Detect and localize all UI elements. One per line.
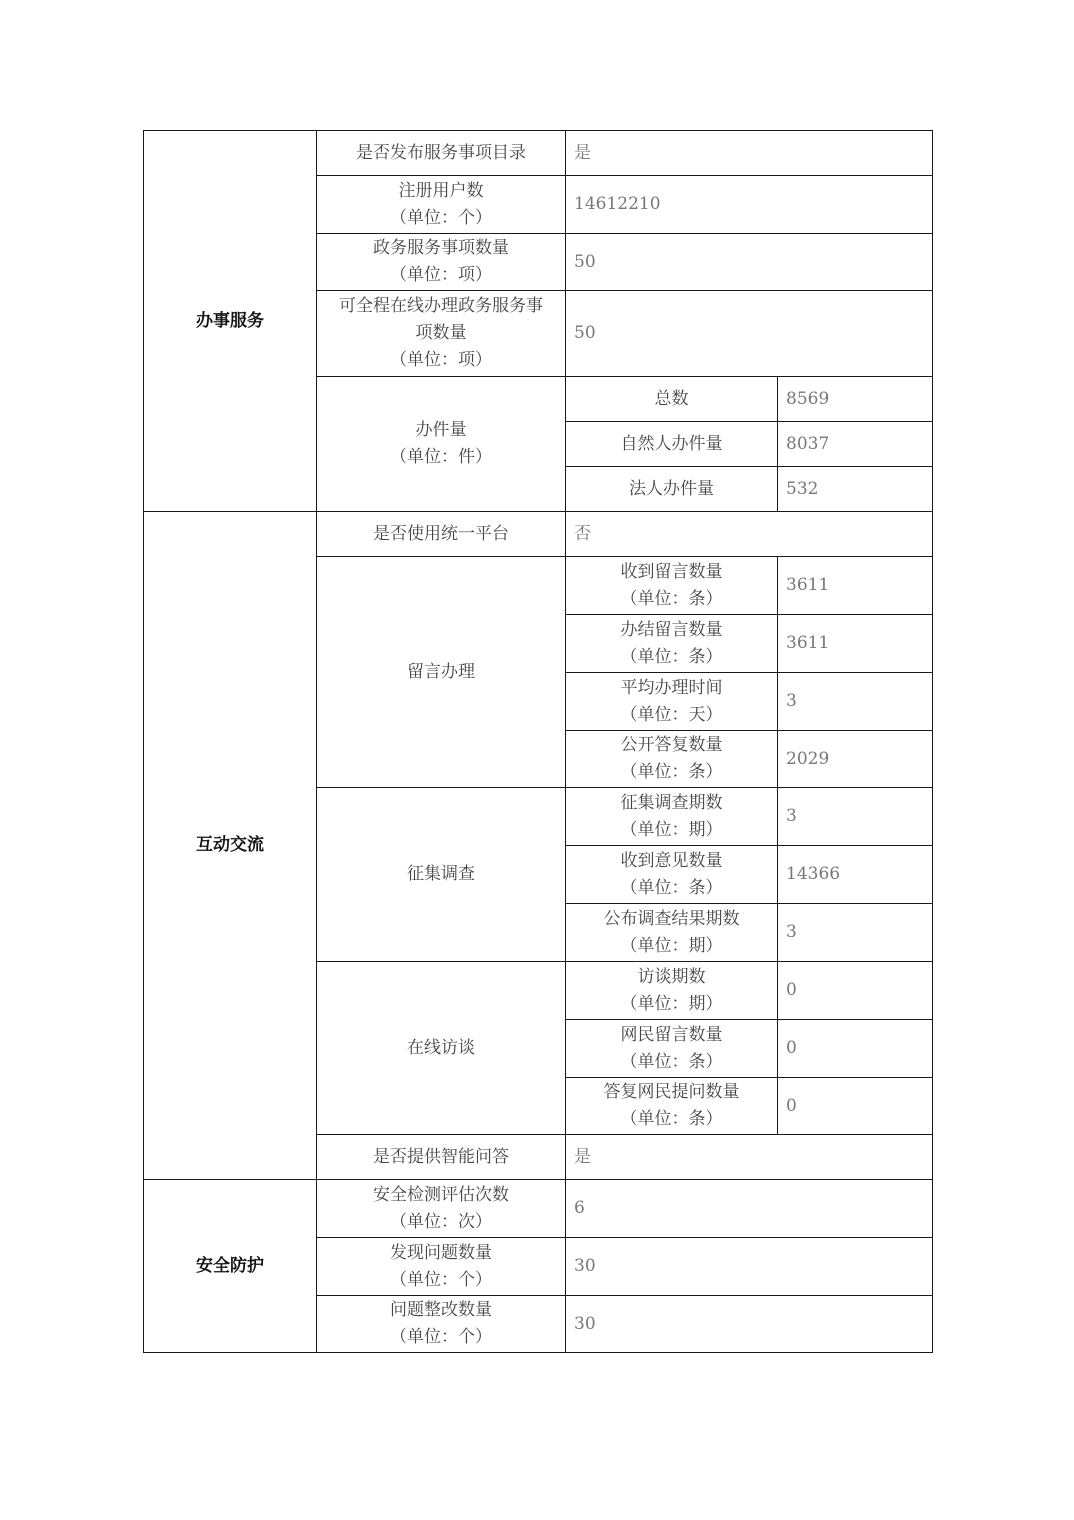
- issues-fixed-unit: （单位：个）: [390, 1327, 492, 1347]
- messages-avg-time-label: [566, 673, 778, 731]
- users-value: 14612210: [566, 176, 933, 234]
- survey-results-unit: （单位：期）: [620, 935, 723, 956]
- users-label-text: 注册用户数: [398, 180, 484, 201]
- survey-opinions-label: [566, 846, 778, 904]
- interview-replies-unit: （单位：条）: [620, 1109, 723, 1129]
- volume-total-label: 总数: [566, 377, 778, 422]
- messages-avg-time-unit: （单位：天）: [620, 704, 723, 725]
- messages-closed-label: [566, 615, 778, 673]
- section-anquan-title: 安全防护: [144, 1180, 317, 1353]
- messages-public-text: 公开答复数量: [620, 735, 723, 755]
- survey-label: 征集调查: [317, 788, 566, 962]
- online-items-unit: （单位：项）: [390, 350, 492, 370]
- smart-qa-value: 是: [566, 1135, 933, 1180]
- messages-closed-unit: （单位：条）: [620, 646, 723, 667]
- survey-periods-label: [566, 788, 778, 846]
- catalog-value: 是: [566, 131, 933, 176]
- platform-value: 否: [566, 512, 933, 557]
- interview-messages-text: 网民留言数量: [620, 1024, 723, 1045]
- interview-replies-text: 答复网民提问数量: [603, 1082, 740, 1102]
- issues-fixed-text: 问题整改数量: [390, 1300, 492, 1320]
- security-checks-label: [317, 1180, 566, 1238]
- survey-results-value: 3: [778, 904, 933, 962]
- platform-label: 是否使用统一平台: [317, 512, 566, 557]
- security-checks-value: 6: [566, 1180, 933, 1238]
- items-label: [317, 234, 566, 291]
- survey-opinions-value: 14366: [778, 846, 933, 904]
- catalog-label: 是否发布服务事项目录: [317, 131, 566, 176]
- volume-legal-value: 532: [778, 467, 933, 512]
- volume-label-text: 办件量: [415, 420, 467, 440]
- section-hudong-title: 互动交流: [144, 512, 317, 1180]
- volume-natural-label: 自然人办件量: [566, 422, 778, 467]
- users-unit: （单位：个）: [390, 207, 492, 228]
- messages-received-unit: （单位：条）: [620, 588, 723, 609]
- messages-public-label: [566, 731, 778, 788]
- online-items-label-line1: 可全程在线办理政务服务事: [339, 296, 543, 316]
- security-checks-unit: （单位：次）: [390, 1211, 492, 1232]
- messages-closed-value: 3611: [778, 615, 933, 673]
- survey-results-text: 公布调查结果期数: [603, 908, 740, 929]
- volume-unit: （单位：件）: [390, 447, 492, 467]
- messages-public-value: 2029: [778, 731, 933, 788]
- volume-label: [317, 377, 566, 512]
- messages-received-text: 收到留言数量: [620, 561, 723, 582]
- messages-public-unit: （单位：条）: [620, 762, 723, 782]
- interview-periods-label: [566, 962, 778, 1020]
- interview-periods-text: 访谈期数: [637, 966, 706, 987]
- online-items-value: 50: [566, 291, 933, 377]
- online-items-label-line2: 项数量: [415, 323, 467, 343]
- volume-total-value: 8569: [778, 377, 933, 422]
- survey-periods-unit: （单位：期）: [620, 819, 723, 840]
- messages-received-value: 3611: [778, 557, 933, 615]
- issues-found-text: 发现问题数量: [390, 1242, 492, 1263]
- issues-found-value: 30: [566, 1238, 933, 1296]
- issues-fixed-value: 30: [566, 1296, 933, 1353]
- smart-qa-label: 是否提供智能问答: [317, 1135, 566, 1180]
- statistics-table: [143, 130, 933, 1353]
- survey-opinions-text: 收到意见数量: [620, 850, 723, 871]
- volume-legal-label: 法人办件量: [566, 467, 778, 512]
- issues-fixed-label: [317, 1296, 566, 1353]
- items-value: 50: [566, 234, 933, 291]
- users-label: [317, 176, 566, 234]
- survey-periods-value: 3: [778, 788, 933, 846]
- interview-messages-unit: （单位：条）: [620, 1051, 723, 1072]
- table-row: [144, 1180, 933, 1238]
- interview-messages-label: [566, 1020, 778, 1078]
- messages-avg-time-value: 3: [778, 673, 933, 731]
- online-items-label: [317, 291, 566, 377]
- items-label-text: 政务服务事项数量: [373, 238, 509, 258]
- interview-messages-value: 0: [778, 1020, 933, 1078]
- table-row: [144, 512, 933, 557]
- section-banshi-title: 办事服务: [144, 131, 317, 512]
- security-checks-text: 安全检测评估次数: [373, 1184, 509, 1205]
- survey-opinions-unit: （单位：条）: [620, 877, 723, 898]
- interview-label: 在线访谈: [317, 962, 566, 1135]
- survey-results-label: [566, 904, 778, 962]
- messages-label: 留言办理: [317, 557, 566, 788]
- survey-periods-text: 征集调查期数: [620, 792, 723, 813]
- interview-replies-label: [566, 1078, 778, 1135]
- issues-found-unit: （单位：个）: [390, 1269, 492, 1290]
- items-unit: （单位：项）: [390, 265, 492, 285]
- messages-avg-time-text: 平均办理时间: [620, 677, 723, 698]
- issues-found-label: [317, 1238, 566, 1296]
- messages-received-label: [566, 557, 778, 615]
- table-row: [144, 131, 933, 176]
- volume-natural-value: 8037: [778, 422, 933, 467]
- messages-closed-text: 办结留言数量: [620, 619, 723, 640]
- interview-replies-value: 0: [778, 1078, 933, 1135]
- interview-periods-unit: （单位：期）: [620, 993, 723, 1014]
- interview-periods-value: 0: [778, 962, 933, 1020]
